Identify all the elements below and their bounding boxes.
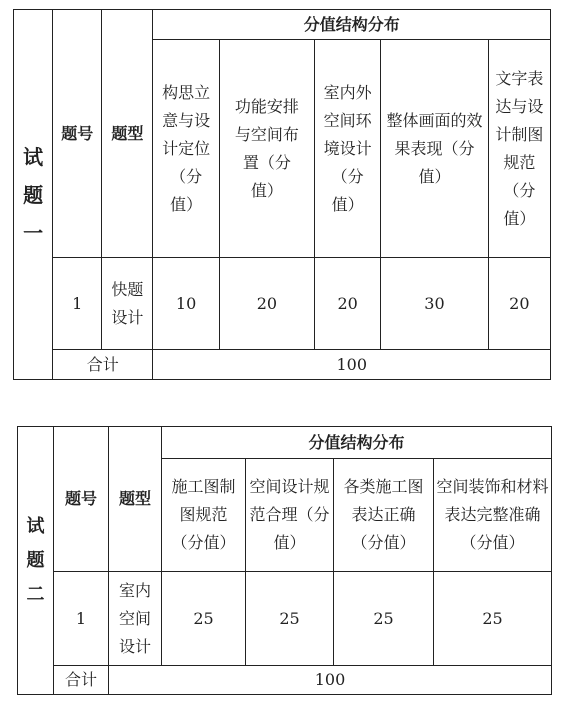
row-number: 1 bbox=[54, 572, 109, 666]
column-header-type: 题型 bbox=[102, 10, 153, 258]
side-label: 试题二 bbox=[18, 427, 54, 695]
total-label: 合计 bbox=[53, 350, 153, 380]
score-cell: 10 bbox=[153, 258, 219, 350]
column-header: 室内外空间环境设计（分值） bbox=[315, 40, 381, 258]
score-cell: 25 bbox=[246, 572, 334, 666]
row-number: 1 bbox=[53, 258, 102, 350]
score-table-2 bbox=[17, 426, 552, 695]
column-header: 空间装饰和材料表达完整准确（分值） bbox=[434, 459, 552, 572]
score-cell: 20 bbox=[219, 258, 314, 350]
score-cell: 25 bbox=[162, 572, 246, 666]
total-value: 100 bbox=[109, 666, 552, 695]
score-table-1 bbox=[13, 9, 551, 380]
score-cell: 20 bbox=[315, 258, 381, 350]
score-cell: 25 bbox=[334, 572, 434, 666]
score-cell: 30 bbox=[381, 258, 488, 350]
column-header: 施工图制图规范（分值） bbox=[162, 459, 246, 572]
row-type: 快题设计 bbox=[102, 258, 153, 350]
column-header: 整体画面的效果表现（分值） bbox=[381, 40, 488, 258]
total-value: 100 bbox=[153, 350, 551, 380]
score-cell: 20 bbox=[488, 258, 550, 350]
score-cell: 25 bbox=[434, 572, 552, 666]
column-header: 空间设计规范合理（分值） bbox=[246, 459, 334, 572]
column-header-number: 题号 bbox=[54, 427, 109, 572]
column-header: 文字表达与设计制图规范（分值） bbox=[488, 40, 550, 258]
column-header-number: 题号 bbox=[53, 10, 102, 258]
row-type: 室内空间设计 bbox=[109, 572, 162, 666]
column-header: 功能安排与空间布置（分值） bbox=[219, 40, 314, 258]
column-header-type: 题型 bbox=[109, 427, 162, 572]
column-header: 各类施工图表达正确（分值） bbox=[334, 459, 434, 572]
column-header: 构思立意与设计定位（分值） bbox=[153, 40, 219, 258]
side-label: 试题一 bbox=[14, 10, 53, 380]
header-group: 分值结构分布 bbox=[153, 10, 551, 40]
header-group: 分值结构分布 bbox=[162, 427, 552, 459]
total-label: 合计 bbox=[54, 666, 109, 695]
